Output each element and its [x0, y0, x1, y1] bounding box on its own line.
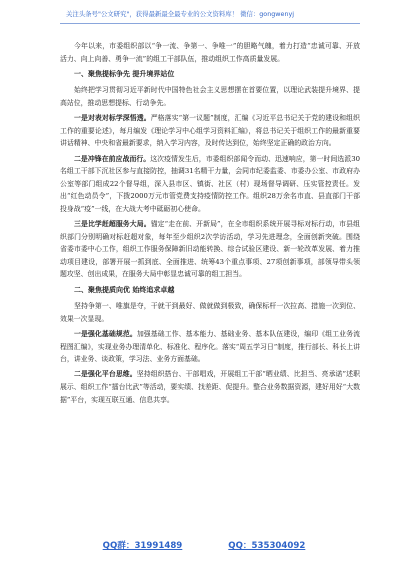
page-footer	[0, 539, 408, 551]
paragraph-lead: 一是强化基础规范。	[74, 330, 137, 339]
body-paragraph	[60, 153, 360, 216]
paragraph-lead: 三是比学赶超服务大局。	[74, 220, 151, 229]
paragraph-lead: 二是冲锋在前应战而行。	[74, 154, 151, 163]
paragraph-text: 坚持组织搭台、干部唱戏，开展组工干部“晒业绩、比担当、亮承诺”述职展示、组织工作“擂台比武”等活动，要实绩、找差距、促提升。整合业务数据资源，建好用好“大数据”平台，实现互联互通、信息共享。	[60, 370, 360, 404]
paragraph-text: 锚定“走在前、开新局”，在全市组织系统开展寻标对标行动，市县组织部门分别明确对标赶超对象，每年至少组织2次学访活动，学习先进理念，全面创新突破。围绕省委市委中心工作，组织工作服务保障新旧动能转换、综合试验区建设、新一轮改革发展、着力推动项目建设，部署开展一抓到底、全面推进、统筹43个重点事项、27项创新事项，部领导带头领题攻坚、创出成果，在服务大局中彰显忠诚可靠的组工担当。	[60, 220, 361, 279]
body-paragraph: 坚持争第一、唯旗是夺，干就干到最好、做就做到极致，确保标杆一次拉高、措施一次到位、效果一次显现。	[60, 302, 360, 323]
section-heading: 一、聚焦提标争先 提升境界站位	[74, 69, 175, 78]
header-divider	[60, 23, 360, 24]
body-paragraph	[60, 112, 360, 150]
qq-group-link[interactable]: QQ群：31991489	[102, 541, 183, 551]
body-paragraph	[60, 368, 360, 406]
body-paragraph	[60, 218, 360, 281]
paragraph-lead: 二是强化平台思维。	[74, 370, 137, 379]
body-paragraph: 今年以来，市委组织部以“争一流、争第一、争唯一”的胆略气魄，着力打造“忠诚可靠、开放活力、向上向善、勇争一流”的组工干部队伍，推动组织工作高质量发展。	[60, 42, 360, 63]
qq-contact-link[interactable]: QQ：535304092	[228, 541, 306, 551]
paragraph-text: 严格落实“第一议题”制度，汇编《习近平总书记关于党的建设和组织工作的重要论述》，每月编发《理论学习中心组学习资料汇编》，将总书记关于组织工作的最新重要讲话精神、中央和省最新要求，纳入学习内容，及时传达到位，始终坚定正确的政治方向。	[60, 114, 361, 148]
body-paragraph: 始终把学习贯彻习近平新时代中国特色社会主义思想摆在首要位置，以理论武装提升境界、提高站位，推动思想提标、行动争先。	[60, 86, 360, 107]
page-header: 关注头条号"公文研究"，获得最新最全最专业的公文资料库！ 微信：gongwenyj	[66, 10, 295, 18]
paragraph-text: 这次疫情发生后，市委组织部闻令而动、迅速响应，第一时间选派30名组工干部下沉社区参与直接防控，抽调31名精干力量，会同市纪委监委、市委办公室、市政府办公室等部门组成22个督导组，深入县市区、镇街、社区（村）现场督导调研、压实管控责任。发出“红色动员令”，下拨2000万元市管党费支持疫情防控工作。组织28万余名市直、县直部门干部投身战“疫”一线，在大战大考中砥砺初心使命。	[60, 154, 361, 213]
paragraph-text: 加强基础工作、基本能力、基础业务、基本队伍建设，编印《组工业务流程图汇编》，实现业务办理清单化、标准化、程序化。落实“周五学习日”制度，推行部长、科长上讲台，讲业务、谈政策，学习法、业务方面基础。	[60, 330, 361, 364]
document-body	[60, 40, 360, 409]
body-paragraph	[60, 328, 360, 366]
paragraph-lead: 一是对表对标学深悟透。	[74, 114, 151, 123]
section-heading: 二、聚焦提质向优 始终追求卓越	[74, 285, 175, 294]
